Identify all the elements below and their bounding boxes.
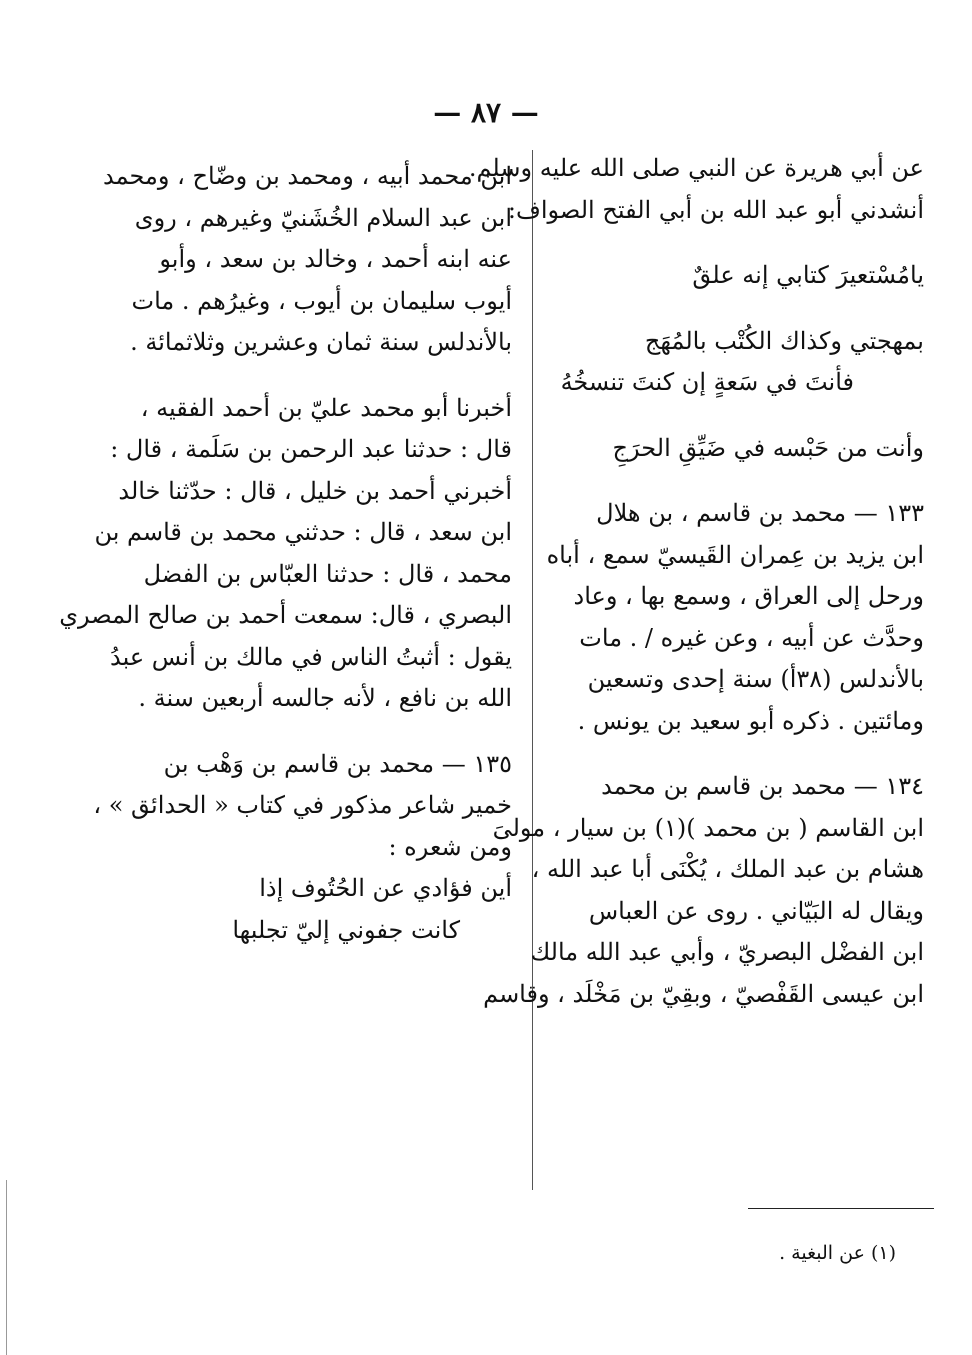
text-line: ابن محمد أبيه ، ومحمد بن وضّاح ، ومحمد xyxy=(103,162,512,190)
text-line: عن أبي هريرة عن النبي صلى الله عليه وسلم. xyxy=(468,154,924,182)
page-edge-line xyxy=(6,1180,7,1355)
text-line: خمير شاعر مذكور في كتاب « الحدائق » ، xyxy=(93,791,512,819)
text-line: البصري ، قال: سمعت أحمد بن صالح المصري xyxy=(59,601,512,629)
text-line: ابن عيسى القَفْصيّ ، وبقِيّ بن مَخْلَد ، وقاسم xyxy=(483,979,924,1008)
text-line: أيوب سليمان بن أيوب ، وغيرُهم . مات xyxy=(131,286,512,315)
text-line: هشام بن عبد الملك ، يُكْنَى أبا عبد الله ، xyxy=(531,855,924,883)
entry-heading: ١٣٤ — محمد بن قاسم بن محمد xyxy=(601,772,924,800)
verse-line: كانت جفوني إليّ تجلبها xyxy=(232,915,460,944)
text-line: أخبرني أحمد بن خليل ، قال : حدّثنا خالد xyxy=(118,476,512,505)
text-line: أخبرنا أبو محمد عليّ بن أحمد الفقيه ، xyxy=(140,393,512,422)
verse-line: يامُسْتعيرَ كتابي إنه علقٌ xyxy=(692,261,924,289)
text-line: ابن القاسم ( بن محمد )(١) بن سيار ، مولىَ xyxy=(492,813,924,842)
verse-line: وأنت من حَبْسه في ضَيِّقِ الحرَجِ xyxy=(612,433,924,462)
text-line: الله بن نافع ، لأنه جالسه أربعين سنة . xyxy=(138,684,512,712)
verse-line: فأنتَ في سَعةٍ إن كنتَ تنسخُهُ xyxy=(560,368,854,396)
text-line: محمد ، قال : حدثنا العبّاس بن الفضل xyxy=(143,559,512,588)
text-line: ابن يزيد بن عِمران القَيسيّ سمع ، أباه xyxy=(546,540,924,569)
left-column xyxy=(59,156,512,951)
entry-heading: ١٣٣ — محمد بن قاسم ، بن هلال xyxy=(596,499,924,527)
footnote: (١) عن البغية . xyxy=(779,1242,896,1264)
text-line: قال : حدثنا عبد الرحمن بن سَلَمة ، قال : xyxy=(110,435,512,463)
text-line: ابن الفضْل البصريّ ، وأبي عبد الله مالك xyxy=(530,938,924,966)
text-line: ويقال له البَيّاني . روى عن العباس xyxy=(588,896,924,925)
column-divider xyxy=(532,150,533,1190)
right-column xyxy=(468,148,924,1015)
verse-line: أين فؤادي عن الحُتُوف إذا xyxy=(259,874,512,902)
text-line: ابن عبد السلام الخُشَنيّ وغيرهم ، روى xyxy=(134,203,512,232)
text-line: ومائتين . ذكره أبو سعيد بن يونس . xyxy=(577,706,924,735)
footnote-rule xyxy=(748,1208,934,1209)
text-line: ومن شعره : xyxy=(388,832,512,861)
page-number: — ٨٧ — xyxy=(433,96,539,129)
text-line: ابن سعد ، قال : حدثني محمد بن قاسم بن xyxy=(94,518,512,546)
text-line: أنشدني أبو عبد الله بن أبي الفتح الصواف: xyxy=(507,195,924,224)
entry-heading: ١٣٥ — محمد بن قاسم بن وَهْب بن xyxy=(163,749,512,778)
text-line: يقول : أثبتُ الناس في مالك بن أنس عبدُ xyxy=(110,642,512,671)
text-line: ورحل إلى العراق ، وسمع بها ، وعاد xyxy=(573,582,924,610)
text-line: بالأندلس (٣٨أ) سنة إحدى وتسعين xyxy=(587,665,924,693)
text-line: بالأندلس سنة ثمان وعشرين وثلاثمائة . xyxy=(130,328,512,356)
verse-line: بمهجتي وكذاك الكُتْب بالمُهَج xyxy=(644,326,924,355)
text-line: عنه ابنه أحمد ، وخالد بن سعد ، وأبو xyxy=(159,245,512,273)
text-line: وحدَّث عن أبيه ، وعن غيره / . مات xyxy=(579,623,924,652)
